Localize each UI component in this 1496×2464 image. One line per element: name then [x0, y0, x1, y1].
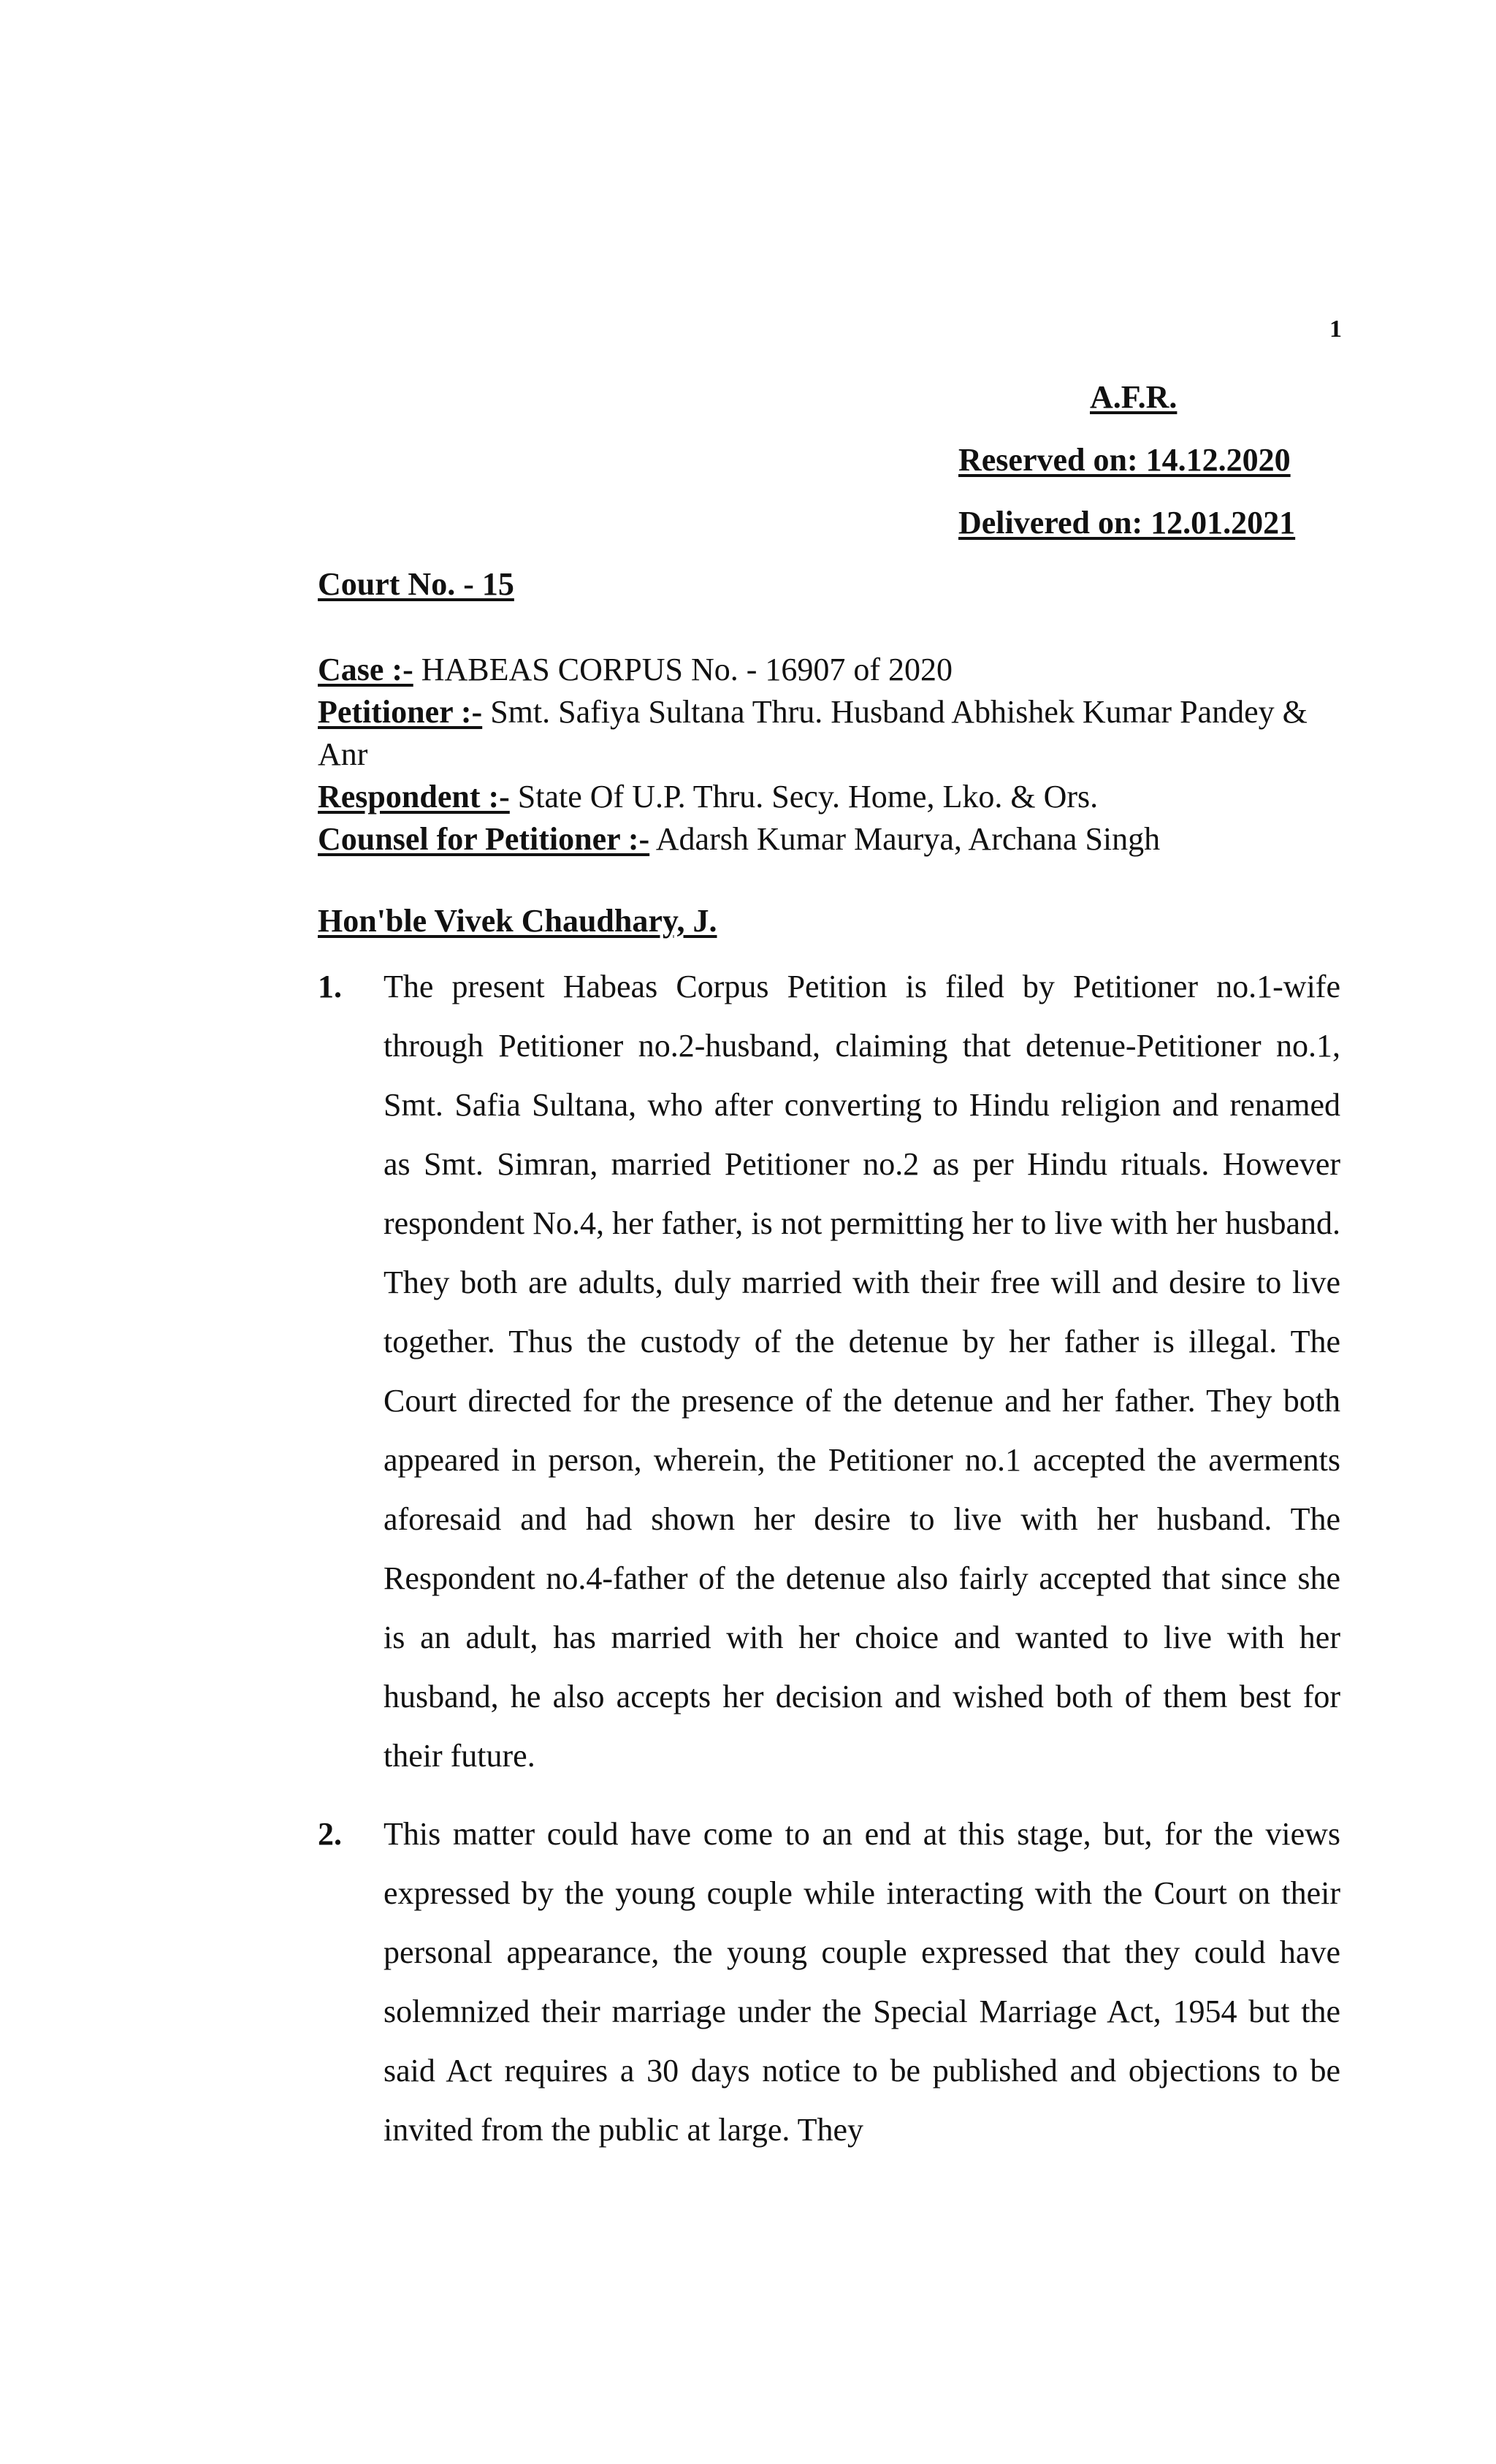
- petitioner-value: Smt. Safiya Sultana Thru. Husband Abhishek Kumar Pandey & Anr: [318, 694, 1308, 772]
- case-label: Case :-: [318, 652, 413, 687]
- paragraph-text: The present Habeas Corpus Petition is filed by Petitioner no.1-wife through Petitioner no.2-husband, claiming that detenue-Petitioner no.1, Smt. Safia Sultana, who after converting to Hindu religion and renamed as Smt. Simran, married Petitioner no.2 as per Hindu rituals. However respondent No.4, her father, is not permitting her to live with her husband. They both are adults, duly married with their free will and desire to live together. Thus the custody of the detenue by her father is illegal. The Court directed for the presence of the detenue and her father. They both appeared in person, wherein, the Petitioner no.1 accepted the averments aforesaid and had shown her desire to live with her husband. The Respondent no.4-father of the detenue also fairly accepted that since she is an adult, has married with her choice and wanted to live with her husband, he also accepts her decision and wished both of them best for their future.: [383, 969, 1340, 1774]
- page-number: 1: [1329, 316, 1342, 343]
- respondent-label: Respondent :-: [318, 779, 510, 815]
- counsel-value: Adarsh Kumar Maurya, Archana Singh: [649, 821, 1161, 857]
- paragraph-number: 2.: [318, 1816, 342, 1852]
- afr-marker: A.F.R.: [1090, 379, 1178, 415]
- judge-name: Hon'ble Vivek Chaudhary, J.: [318, 903, 717, 939]
- respondent-value: State Of U.P. Thru. Secy. Home, Lko. & Ors.: [509, 779, 1099, 815]
- delivered-on-date: Delivered on: 12.01.2021: [958, 505, 1296, 541]
- petitioner-line: [318, 691, 1340, 776]
- counsel-label: Counsel for Petitioner :-: [318, 821, 650, 857]
- court-number: Court No. - 15: [318, 566, 514, 602]
- paragraph-2: [318, 1804, 1340, 2159]
- counsel-line: [318, 818, 1340, 861]
- case-details: [318, 649, 1340, 861]
- petitioner-label: Petitioner :-: [318, 694, 483, 730]
- paragraph-text: This matter could have come to an end at this stage, but, for the views expressed by the young couple while interacting with the Court on their personal appearance, the young couple expressed that they could have solemnized their marriage under the Special Marriage Act, 1954 but the said Act requires a 30 days notice to be published and objections to be invited from the public at large. They: [383, 1816, 1340, 2148]
- reserved-on-date: Reserved on: 14.12.2020: [958, 442, 1291, 478]
- case-value: HABEAS CORPUS No. - 16907 of 2020: [413, 652, 953, 687]
- paragraph-1: [318, 957, 1340, 1785]
- paragraph-number: 1.: [318, 969, 342, 1004]
- case-line: [318, 649, 1340, 691]
- respondent-line: [318, 776, 1340, 818]
